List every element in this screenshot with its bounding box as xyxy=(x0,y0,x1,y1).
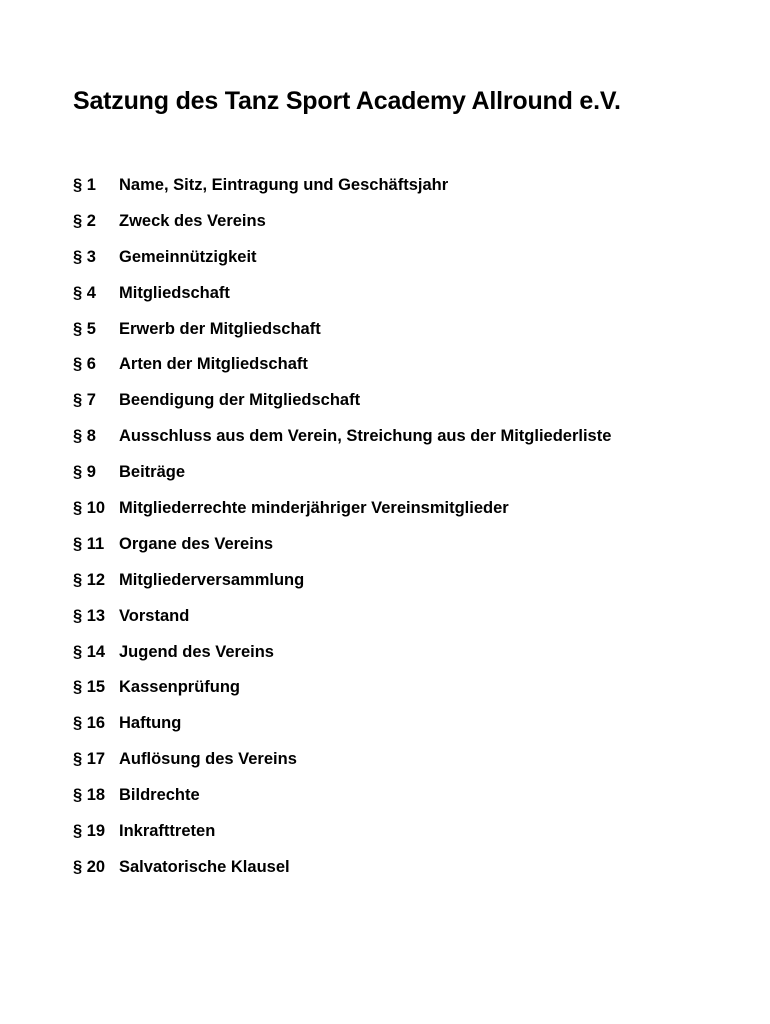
toc-item-16 xyxy=(73,710,611,746)
section-number: § 12 xyxy=(73,570,106,589)
section-title: Arten der Mitgliedschaft xyxy=(119,355,308,374)
section-number: § 3 xyxy=(73,247,96,266)
toc-item-10 xyxy=(73,495,611,531)
toc-item-4 xyxy=(73,280,611,316)
section-number: § 5 xyxy=(73,319,96,338)
section-title: Salvatorische Klausel xyxy=(119,857,290,876)
toc-item-15 xyxy=(73,674,611,710)
section-number: § 15 xyxy=(73,678,106,697)
section-title: Jugend des Vereins xyxy=(119,642,274,661)
toc-item-5 xyxy=(73,316,611,352)
toc-item-17 xyxy=(73,746,611,782)
section-number: § 11 xyxy=(73,534,105,553)
section-title: Kassenprüfung xyxy=(119,678,241,697)
section-title: Bildrechte xyxy=(119,786,200,805)
section-number: § 10 xyxy=(73,499,106,518)
section-number: § 4 xyxy=(73,283,96,302)
section-number: § 8 xyxy=(73,427,96,446)
section-number: § 6 xyxy=(73,355,96,374)
section-title: Mitgliederrechte minderjähriger Vereinsmitglieder xyxy=(119,499,509,518)
section-title: Mitgliederversammlung xyxy=(119,570,305,589)
toc-item-11 xyxy=(73,531,611,567)
toc-item-2 xyxy=(73,208,611,244)
section-title: Gemeinnützigkeit xyxy=(119,247,257,266)
toc-item-8 xyxy=(73,423,611,459)
section-title: Erwerb der Mitgliedschaft xyxy=(119,319,321,338)
section-number: § 17 xyxy=(73,750,106,769)
section-number: § 19 xyxy=(73,822,106,841)
table-of-contents xyxy=(73,172,611,890)
toc-item-20 xyxy=(73,854,611,890)
section-number: § 13 xyxy=(73,606,106,625)
section-number: § 7 xyxy=(73,391,96,410)
toc-item-19 xyxy=(73,818,611,854)
toc-item-12 xyxy=(73,567,611,603)
toc-item-9 xyxy=(73,459,611,495)
section-number: § 18 xyxy=(73,786,106,805)
toc-item-18 xyxy=(73,782,611,818)
toc-item-3 xyxy=(73,244,611,280)
section-title: Name, Sitz, Eintragung und Geschäftsjahr xyxy=(119,176,449,194)
section-number: § 20 xyxy=(73,857,106,876)
section-title: Inkrafttreten xyxy=(119,822,216,841)
section-title: Beiträge xyxy=(119,463,186,482)
toc-item-1 xyxy=(73,172,611,208)
section-number: § 14 xyxy=(73,642,106,661)
section-number: § 9 xyxy=(73,463,96,482)
toc-item-14 xyxy=(73,639,611,675)
section-number: § 1 xyxy=(73,176,96,194)
section-number: § 16 xyxy=(73,714,106,733)
section-title: Auflösung des Vereins xyxy=(119,750,297,769)
section-title: Organe des Vereins xyxy=(119,534,274,553)
section-number: § 2 xyxy=(73,211,96,230)
section-title: Beendigung der Mitgliedschaft xyxy=(119,391,361,410)
section-title: Ausschluss aus dem Verein, Streichung aus der Mitgliederliste xyxy=(119,427,612,446)
toc-item-7 xyxy=(73,387,611,423)
toc-item-13 xyxy=(73,603,611,639)
section-title: Vorstand xyxy=(119,606,190,625)
section-title: Mitgliedschaft xyxy=(119,283,230,302)
document-title: Satzung des Tanz Sport Academy Allround e.V. xyxy=(73,87,621,115)
section-title: Zweck des Vereins xyxy=(119,211,266,230)
section-title: Haftung xyxy=(119,714,182,733)
toc-item-6 xyxy=(73,351,611,387)
